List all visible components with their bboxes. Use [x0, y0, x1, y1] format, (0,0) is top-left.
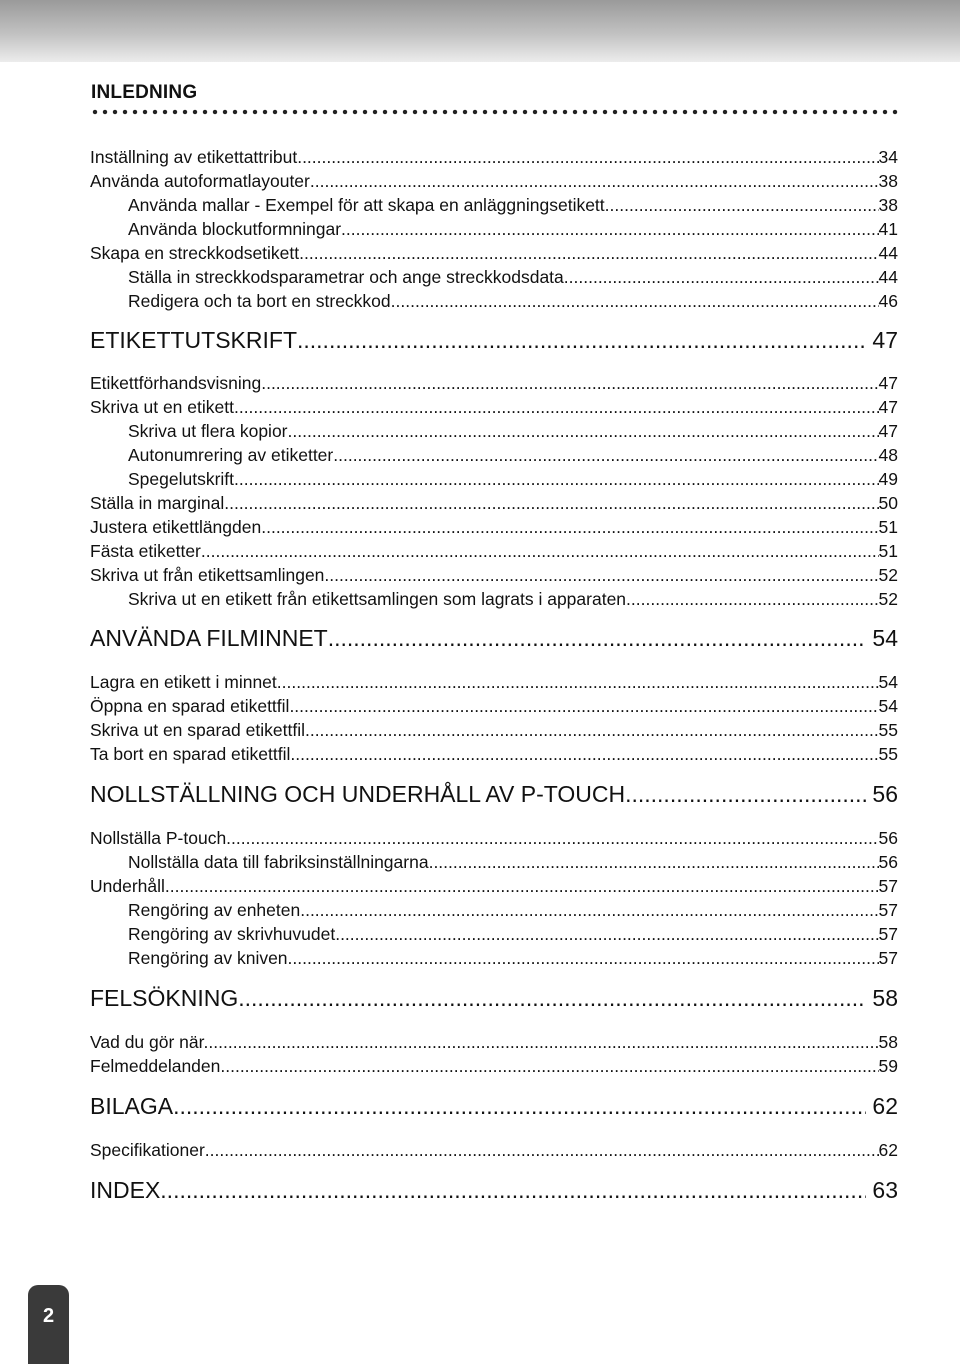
toc-entry-page: 47: [872, 327, 898, 353]
dot-leader: [160, 1174, 866, 1206]
toc-entry-title: Ställa in streckkodsparametrar och ange streckkodsdata: [128, 267, 564, 287]
toc-entry: [90, 443, 898, 467]
dot-leader: [305, 718, 879, 742]
toc-entry-title: Skriva ut en etikett från etikettsamlingen som lagrats i apparaten: [128, 589, 627, 609]
toc-entry-title: Rengöring av enheten: [128, 900, 301, 920]
toc-entry-title: Skapa en streckkodsetikett: [90, 243, 300, 263]
toc-entry-page: 51: [878, 517, 898, 537]
toc-entry-page: 54: [878, 672, 898, 692]
toc-entry-title: Spegelutskrift: [128, 469, 235, 489]
toc-entry-page: 46: [878, 291, 898, 311]
toc-entry-page: 48: [878, 445, 898, 465]
toc-entry: [90, 241, 898, 265]
dot-leader: [300, 898, 878, 922]
dot-leader: [288, 419, 879, 443]
toc-entry-page: 58: [872, 985, 898, 1011]
dot-leader: [564, 265, 879, 289]
toc-entry-title: Ställa in marginal: [90, 493, 225, 513]
toc-entry: [90, 563, 898, 587]
toc-entry-title: INDEX: [90, 1177, 161, 1203]
toc-entry-title: Skriva ut från etikettsamlingen: [90, 565, 325, 585]
toc-entry-title: Rengöring av kniven: [128, 948, 288, 968]
toc-entry: [90, 670, 898, 694]
toc-entry: [90, 587, 898, 611]
toc-entry-page: 62: [872, 1093, 898, 1119]
toc-entry: [90, 718, 898, 742]
dot-leader: [218, 1030, 878, 1054]
toc-entry: [90, 169, 898, 193]
toc-entry-page: 55: [878, 720, 898, 740]
toc-entry-page: 62: [878, 1140, 898, 1160]
toc-entry: [90, 850, 898, 874]
toc-entry-title: Nollställa P-touch: [90, 828, 227, 848]
toc-entry: [90, 826, 898, 850]
dot-leader: [288, 946, 879, 970]
toc-entry: [90, 946, 898, 970]
toc-entry-title: Använda autoformatlayouter: [90, 171, 310, 191]
dot-leader: [625, 778, 866, 810]
dot-leader: [297, 145, 878, 169]
toc-entry: [90, 742, 898, 766]
toc-entry-page: 47: [878, 397, 898, 417]
toc-entry: [90, 1030, 898, 1054]
toc-entry: [90, 467, 898, 491]
dot-leader: [310, 169, 879, 193]
dot-leader: [429, 850, 879, 874]
toc-entry: [90, 491, 898, 515]
toc-entry-page: 57: [878, 924, 898, 944]
dot-leader: [277, 670, 879, 694]
toc-entry-page: 38: [878, 171, 898, 191]
toc-entry-page: 55: [878, 744, 898, 764]
dot-leader: [261, 371, 878, 395]
toc-entry-title: NOLLSTÄLLNING OCH UNDERHÅLL AV P-TOUCH: [90, 781, 626, 807]
dot-leader: [333, 443, 878, 467]
toc-entry-page: 47: [878, 421, 898, 441]
dot-leader: [238, 982, 866, 1014]
dot-leader: [391, 289, 879, 313]
toc-entry: [90, 515, 898, 539]
toc-entry: [90, 419, 898, 443]
toc-entry-title: Etikettförhandsvisning: [90, 373, 262, 393]
dot-leader: [328, 622, 867, 654]
toc-entry-page: 58: [878, 1032, 898, 1052]
dot-leader: [234, 395, 879, 419]
toc-entry-page: 51: [878, 541, 898, 561]
toc-entry-page: 47: [878, 373, 898, 393]
toc-chapter-heading: [90, 622, 898, 654]
toc-entry-title: Ta bort en sparad etikettfil: [90, 744, 291, 764]
toc-entry-title: Fästa etiketter: [90, 541, 201, 561]
toc-entry-title: ETIKETTUTSKRIFT: [90, 327, 297, 353]
toc-entry-page: 44: [878, 243, 898, 263]
dot-leader: [324, 563, 878, 587]
dot-leader: [605, 193, 879, 217]
dot-leader: [341, 217, 878, 241]
toc-entry: [90, 922, 898, 946]
toc-entry-title: FELSÖKNING: [90, 985, 239, 1011]
section-label: INLEDNING: [91, 82, 198, 103]
toc-entry-page: 56: [878, 828, 898, 848]
toc-entry-page: 56: [872, 781, 898, 807]
toc-entry-page: 59: [878, 1056, 898, 1076]
dot-leader: [299, 241, 878, 265]
dot-leader: [297, 324, 866, 356]
toc-entry-page: 44: [878, 267, 898, 287]
toc-entry-page: 57: [878, 900, 898, 920]
toc-entry-title: Skriva ut en sparad etikettfil: [90, 720, 305, 740]
toc-entry: [90, 145, 898, 169]
dot-leader: [165, 874, 879, 898]
toc-entry: [90, 193, 898, 217]
toc-entry-page: 38: [878, 195, 898, 215]
toc-entry-title: Öppna en sparad etikettfil: [90, 696, 290, 716]
dot-leader: [261, 515, 878, 539]
dot-leader: [226, 826, 878, 850]
toc-entry: [90, 289, 898, 313]
toc-entry-title: Felmeddelanden: [90, 1056, 221, 1076]
toc-entry-title: Rengöring av skrivhuvudet: [128, 924, 336, 944]
dot-leader: [205, 1138, 879, 1162]
toc-entry-title: Lagra en etikett i minnet: [90, 672, 277, 692]
toc-entry-title: Justera etikettlängden: [90, 517, 262, 537]
toc-entry-page: 57: [878, 876, 898, 896]
dot-leader: [290, 742, 878, 766]
dot-leader: [335, 922, 878, 946]
toc-entry-page: 50: [878, 493, 898, 513]
toc-entry-page: 57: [878, 948, 898, 968]
toc-entry-page: 56: [878, 852, 898, 872]
dotted-divider: [90, 108, 898, 116]
toc-entry: [90, 217, 898, 241]
toc-entry-page: 49: [878, 469, 898, 489]
toc-entry-page: 54: [872, 625, 898, 651]
toc-entry-title: Redigera och ta bort en streckkod: [128, 291, 391, 311]
toc-entry-title: Skriva ut flera kopior: [128, 421, 288, 441]
dot-leader: [626, 587, 878, 611]
toc-entry-page: 63: [872, 1177, 898, 1203]
toc-entry: [90, 1138, 898, 1162]
page-number: 2: [42, 1305, 55, 1327]
toc-entry: [90, 874, 898, 898]
toc-entry-page: 34: [878, 147, 898, 167]
toc-entry-title: Nollställa data till fabriksinställningarna: [128, 852, 429, 872]
toc-entry-title: Skriva ut en etikett: [90, 397, 234, 417]
toc-chapter-heading: [90, 982, 898, 1014]
dot-leader: [201, 539, 879, 563]
toc-entry: [90, 265, 898, 289]
toc-entry-page: 54: [878, 696, 898, 716]
toc-entry: [90, 371, 898, 395]
header-band: [0, 0, 960, 62]
toc-entry-title: Använda mallar - Exempel för att skapa en anläggningsetikett: [128, 195, 605, 215]
toc-chapter-heading: [90, 778, 898, 810]
toc-entry-title: Vad du gör när...: [90, 1032, 219, 1052]
toc-entry-page: 52: [878, 565, 898, 585]
toc-chapter-heading: [90, 324, 898, 356]
page-number-tab: [28, 1285, 69, 1364]
toc-entry-page: 41: [878, 219, 898, 239]
dot-leader: [234, 467, 879, 491]
toc-chapter-heading: [90, 1090, 898, 1122]
toc-entry-title: Inställning av etikettattribut: [90, 147, 298, 167]
dot-leader: [173, 1090, 866, 1122]
toc-entry: [90, 898, 898, 922]
toc-entry-title: Använda blockutformningar: [128, 219, 342, 239]
toc-entry-title: Autonumrering av etiketter: [128, 445, 334, 465]
toc-entry: [90, 1054, 898, 1078]
toc-entry-title: Underhåll: [90, 876, 165, 896]
toc-entry-title: ANVÄNDA FILMINNET: [90, 625, 328, 651]
toc-entry: [90, 694, 898, 718]
toc-entry-title: BILAGA: [90, 1093, 174, 1119]
toc-entry-page: 52: [878, 589, 898, 609]
toc-entry-title: Specifikationer: [90, 1140, 205, 1160]
toc-entry: [90, 539, 898, 563]
dot-leader: [224, 491, 878, 515]
dot-leader: [220, 1054, 878, 1078]
toc-entry: [90, 395, 898, 419]
toc-chapter-heading: [90, 1174, 898, 1206]
dot-leader: [289, 694, 878, 718]
